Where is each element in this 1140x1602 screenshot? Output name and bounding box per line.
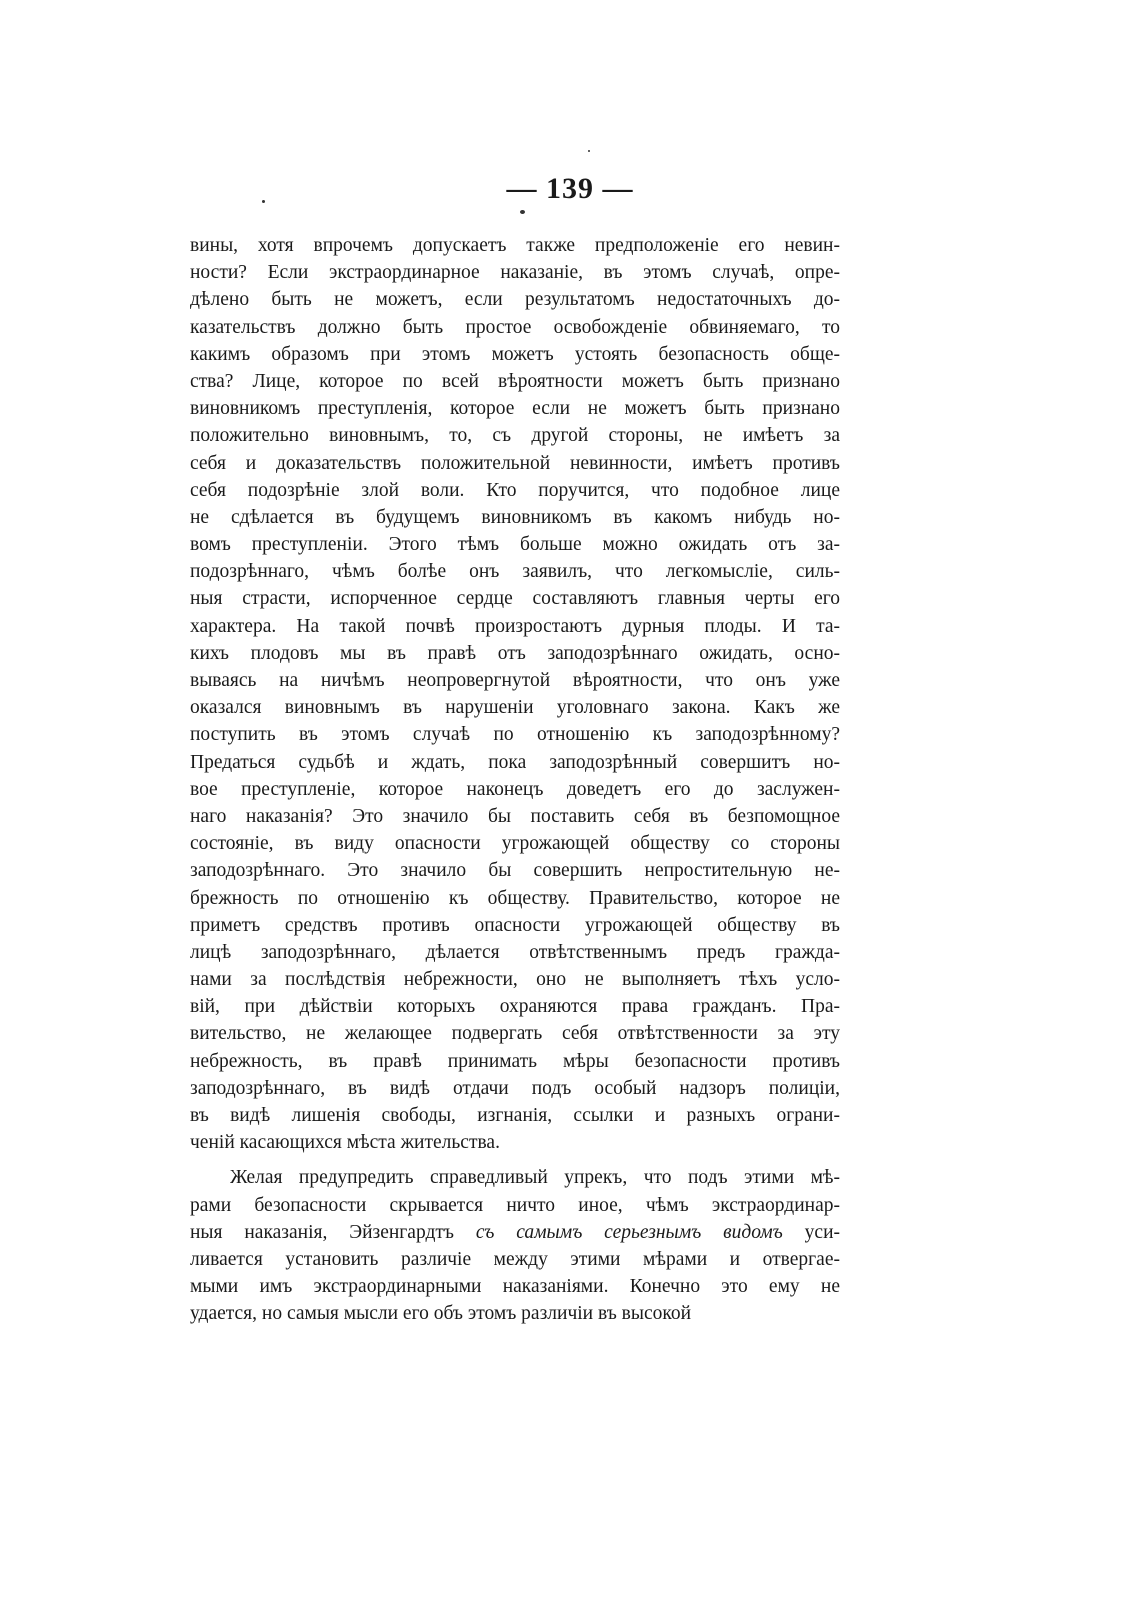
text-line: мыми имъ экстраординарными наказаніями. Конечно это ему не: [190, 1276, 840, 1298]
scan-speck: [262, 200, 265, 203]
text-line: ливается установить различіе между этими мѣрами и отвергае-: [190, 1248, 840, 1270]
text-line: рами безопасности скрывается ничто иное, чѣмъ экстраординар-: [190, 1194, 840, 1216]
text-line: себя подозрѣніе злой воли. Кто поручится, что подобное лице: [190, 479, 840, 501]
scan-speck: [520, 210, 525, 214]
text-line: заподозрѣннаго, въ видѣ отдачи подъ особый надзоръ полиціи,: [190, 1077, 840, 1099]
text-line: лицѣ заподозрѣннаго, дѣлается отвѣтственнымъ предъ гражда-: [190, 941, 840, 963]
text-line: вое преступленіе, которое наконецъ доведетъ его до заслужен-: [190, 778, 840, 800]
text-line: [190, 1219, 840, 1246]
text-line: себя и доказательствъ положительной невинности, имѣетъ противъ: [190, 452, 840, 474]
text-line: наго наказанія? Это значило бы поставить себя въ безпомощное: [190, 805, 840, 827]
text-line: поступить въ этомъ случаѣ по отношенію къ заподозрѣнному?: [190, 724, 840, 746]
text-segment: ныя наказанія, Эйзенгардтъ: [190, 1221, 476, 1243]
text-line: ности? Если экстраординарное наказаніе, въ этомъ случаѣ, опре-: [190, 262, 840, 284]
text-line: положительно виновнымъ, то, съ другой стороны, не имѣетъ за: [190, 425, 840, 447]
scan-speck: [588, 150, 590, 152]
text-line: подозрѣннаго, чѣмъ болѣе онъ заявилъ, что легкомысліе, силь-: [190, 561, 840, 583]
body-text: [190, 232, 840, 1328]
page-number: — 139 —: [506, 172, 634, 205]
text-line: удается, но самыя мысли его объ этомъ различіи въ высокой: [190, 1303, 692, 1325]
text-segment: уси-: [782, 1221, 840, 1243]
text-line: характера. На такой почвѣ произростаютъ дурныя плоды. И та-: [190, 615, 840, 637]
text-line: небрежность, въ правѣ принимать мѣры безопасности противъ: [190, 1050, 840, 1072]
text-line: дѣлено быть не можетъ, если результатомъ недостаточныхъ до-: [190, 289, 840, 311]
text-line: вины, хотя впрочемъ допускаетъ также предположеніе его невин-: [190, 235, 840, 256]
text-line: оказался виновнымъ въ нарушеніи уголовнаго закона. Какъ же: [190, 697, 840, 719]
text-line: какимъ образомъ при этомъ можетъ устоять безопасность обще-: [190, 343, 840, 365]
text-line: кихъ плодовъ мы въ правѣ отъ заподозрѣннаго ожидать, осно-: [190, 642, 840, 664]
text-line: ныя страсти, испорченное сердце составляютъ главныя черты его: [190, 588, 840, 610]
text-line: приметъ средствъ противъ опасности угрожающей обществу въ: [190, 914, 840, 936]
text-line: казательствъ должно быть простое освобожденіе обвиняемаго, то: [190, 316, 840, 338]
text-line: въ видѣ лишенія свободы, изгнанія, ссылки и разныхъ ограни-: [190, 1105, 840, 1126]
text-line: ченій касающихся мѣста жительства.: [190, 1132, 500, 1154]
text-line: виновникомъ преступленія, которое если не можетъ быть признано: [190, 398, 840, 420]
text-line: Желая предупредить справедливый упрекъ, что подъ этими мѣ-: [230, 1167, 840, 1189]
text-line: Предаться судьбѣ и ждать, пока заподозрѣнный совершитъ но-: [190, 751, 840, 773]
text-line: заподозрѣннаго. Это значило бы совершить непростительную не-: [190, 860, 840, 882]
text-line: состояніе, въ виду опасности угрожающей обществу со стороны: [190, 833, 840, 855]
text-line: вительство, не желающее подвергать себя отвѣтственности за эту: [190, 1023, 840, 1045]
italic-phrase: съ самымъ серьезнымъ видомъ: [475, 1221, 783, 1243]
text-line: не сдѣлается въ будущемъ виновникомъ въ какомъ нибудь но-: [190, 506, 840, 528]
text-line: вомъ преступленіи. Этого тѣмъ больше можно ожидать отъ за-: [190, 534, 840, 556]
text-line: вій, при дѣйствіи которыхъ охраняются права гражданъ. Пра-: [190, 996, 840, 1018]
text-line: ства? Лице, которое по всей вѣроятности можетъ быть признано: [190, 370, 840, 392]
text-line: нами за послѣдствія небрежности, оно не выполняетъ тѣхъ усло-: [190, 969, 840, 991]
text-line: вываясь на ничѣмъ неопровергнутой вѣроятности, что онъ уже: [190, 670, 840, 691]
text-line: брежность по отношенію къ обществу. Правительство, которое не: [190, 887, 840, 909]
